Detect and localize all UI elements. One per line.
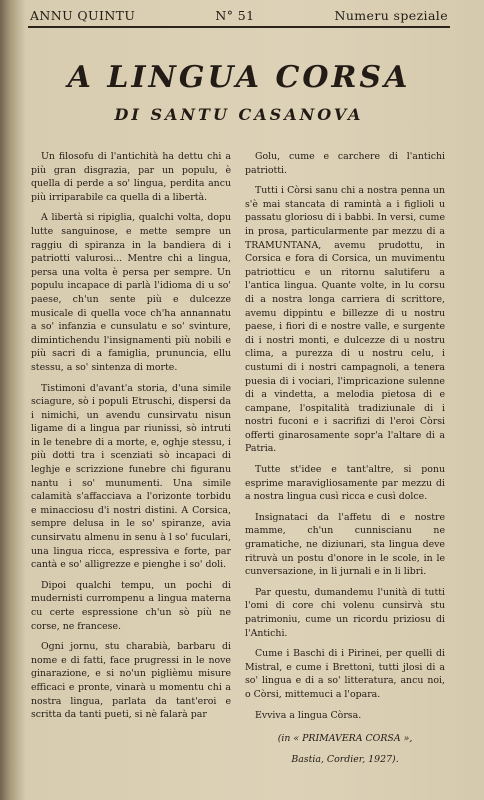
source-citation-line2: Bastia, Cordier, 1927). [291,753,399,765]
header-rule [28,26,450,28]
paragraph: Tutte st'idee e tant'altre, si ponu esprime maravigliosamente par mezzu di a nostra lingua cusì ricca e cusì dolce. [245,464,445,503]
paragraph: Un filosofu di l'antichità ha dettu chi a più gran disgrazia, par un populu, è quella di perde a so' lingua, perdita ancu più irriparabile ca quella di a libertà. [31,151,231,203]
sign-off: Evviva a lingua Còrsa. [255,709,362,721]
running-header [30,6,448,24]
article-author: DI SANTU CASANOVA [114,105,364,124]
left-column [31,150,231,729]
header-issue-number: N° 51 [215,7,255,23]
paragraph: Tistimoni d'avant'a storia, d'una simile sciagure, sò i populi Etruschi, dispersi da i nimichi, un avendu cunsirvatu nisun ligame di a lingua par riunissi, sò intruti in le tenebre di a morte, e, oghje stessu, i più dotti tra i scenziati sò incapaci di leghje e scrizzione funebre chi figuranu nantu i so' munumenti. Una simile calamità s'affacciava a l'orizonte torbidu e minacciosu d'i nostri distini. A Corsica, sempre delusa in le so' spiranze, avia cunsirvatu almenu in senu à l so' fuculari, una lingua ricca, espressiva e forte, par cantà e so' alligrezze e pienghe i so' doli. [31,382,231,571]
paragraph: Golu, cume e carchere di l'antichi patriotti. [245,151,445,176]
source-citation-line1: (in « PRIMAVERA CORSA », [277,733,413,745]
paragraph: Insignataci da l'affetu di e nostre mamme, ch'un cunniscianu ne gramatiche, ne diziunari, sta lingua deve ritruvà un postu d'onore in le scole, in le cunversazione, in li jurnali e in li libri. [245,511,445,578]
header-edition: Numeru speziale [334,7,448,23]
paragraph: Tutti i Còrsi sanu chi a nostra penna un s'è mai stancata di ramintà a i figlioli u passatu gloriosu di i babbi. In versi, cume in prosa, particularmente par mezzu di a TRAMUNTANA, avemu prudottu, in Corsica e fora di Corsica, un muvimentu patriotticu e un ritornu salutiferu a l'antica lingua. Quante volte, in lu corsu di a nostra longa carriera di scrittore, avemu dippintu e billezze di u nostru paese, i fiori di e nostre valle, e surgente di i nostri monti, e dulcezze di u nostru clima, a purezza di u nostru celu, i custumi di i nostri campagnoli, a tenera puesia di i vociari, l'impricazione sulenne di a vindetta, a melodia pietosa di e campane, l'ospitalità tradiziunale di i nostri fuconi e i sacrifizi di l'eroi Còrsi offerti ginarosamente sopr'a l'altare di a Patria. [245,185,445,455]
right-column [245,150,445,773]
paragraph: Par questu, dumandemu l'unità di tutti l'omi di core chi volenu cunsirvà stu patrimoniu, cume un ricordu priziosu di l'Antichi. [245,586,445,639]
paragraph: Ogni jornu, stu charabià, barbaru di nome e di fatti, face prugressi in le nove ginarazione, e si no'un piglièmu misure efficaci e pronte, vinarà u momentu chi a nostra lingua, parlata da tant'eroi e scritta da tanti pueti, si nè falarà par [31,641,231,721]
header-volume: ANNU QUINTU [30,7,136,23]
article-title: A LINGUA CORSA [67,60,411,95]
paragraph: Cume i Baschi di i Pirinei, per quelli di Mistral, e cume i Brettoni, tutti jlosi di a so' lingua e di a so' litteratura, ancu noi, o Còrsi, mittemuci a l'opara. [245,648,445,700]
paragraph: Dipoi qualchi tempu, un pochi di mudernisti currompenu a lingua materna cu certe espressione ch'un sò più ne corse, ne francese. [31,579,231,632]
paragraph: A libertà si ripiglia, qualchi volta, dopu lutte sanguinose, e mette sempre un raggiu di spiranza in la bandiera di i patriotti valurosi... Mentre chi a lingua, persa una volta è persa per sempre. Un populu incapace di parlà l'idioma di u so' paese, ch'un sente più e dulcezze musicale di quella voce ch'ha annannatu a so' infanzia e cunsulatu e so' svinture, dimintichendu l'insignamenti più nobili e più sacri di a famiglia, prununcia, ellu stessu, a so' sintenza di morte. [31,212,231,373]
